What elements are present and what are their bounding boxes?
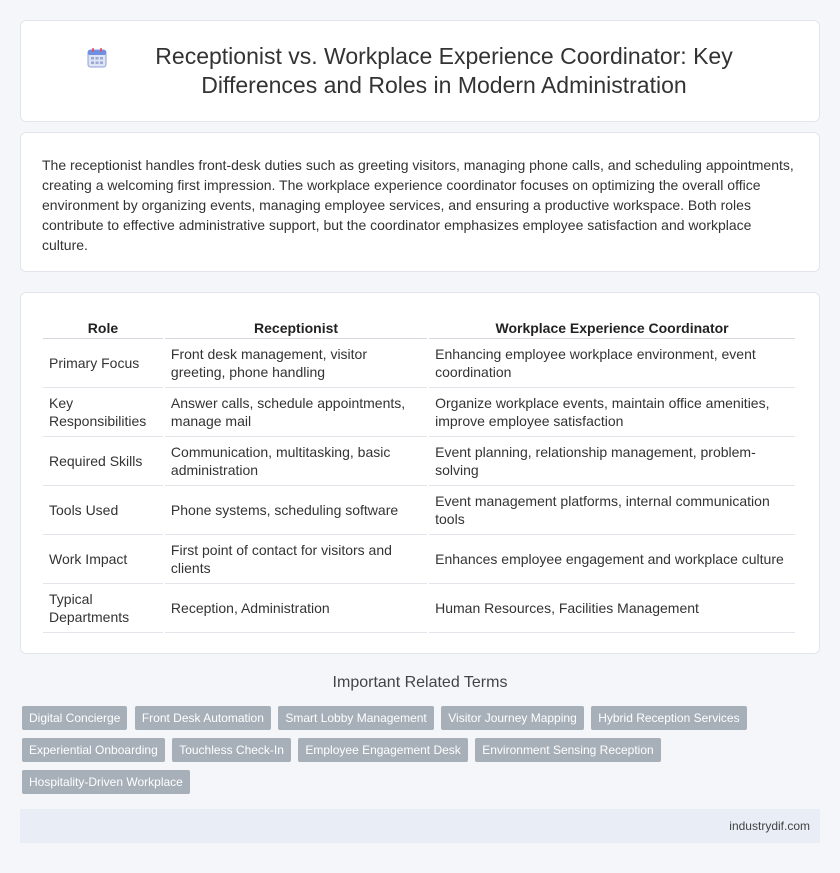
term-tag[interactable]: Experiential Onboarding	[22, 738, 165, 762]
row-label: Tools Used	[43, 486, 163, 535]
term-tag[interactable]: Environment Sensing Reception	[475, 738, 660, 762]
header-role: Role	[43, 315, 163, 339]
receptionist-cell: Phone systems, scheduling software	[165, 486, 427, 535]
term-tag[interactable]: Employee Engagement Desk	[298, 738, 467, 762]
row-label: Primary Focus	[43, 339, 163, 388]
comparison-table-card	[20, 292, 820, 654]
coordinator-cell: Event management platforms, internal communication tools	[429, 486, 795, 535]
receptionist-cell: First point of contact for visitors and clients	[165, 535, 427, 584]
intro-card	[20, 132, 820, 272]
receptionist-cell: Communication, multitasking, basic administration	[165, 437, 427, 486]
page-title: Receptionist vs. Workplace Experience Coordinator: Key Differences and Roles in Modern Administration	[155, 43, 733, 98]
table-row	[43, 437, 795, 486]
row-label: Required Skills	[43, 437, 163, 486]
term-tag[interactable]: Front Desk Automation	[135, 706, 271, 730]
header-receptionist: Receptionist	[165, 315, 427, 339]
coordinator-cell: Enhances employee engagement and workplace culture	[429, 535, 795, 584]
comparison-table	[41, 315, 797, 633]
receptionist-cell: Front desk management, visitor greeting, phone handling	[165, 339, 427, 388]
table-row	[43, 584, 795, 633]
intro-text: The receptionist handles front-desk duties such as greeting visitors, managing phone calls, and scheduling appointments, creating a welcoming first impression. The workplace experience coordinator focuses on optimizing the overall office environment by organizing events, managing employee services, and ensuring a productive workspace. Both roles contribute to effective administrative support, but the coordinator emphasizes employee satisfaction and workplace culture.	[42, 157, 794, 253]
coordinator-cell: Organize workplace events, maintain office amenities, improve employee satisfaction	[429, 388, 795, 437]
row-label: Work Impact	[43, 535, 163, 584]
term-tag[interactable]: Digital Concierge	[22, 706, 127, 730]
table-row	[43, 388, 795, 437]
footer-site[interactable]: industrydif.com	[729, 819, 810, 833]
term-tag[interactable]: Hybrid Reception Services	[591, 706, 746, 730]
term-tag[interactable]: Visitor Journey Mapping	[441, 706, 584, 730]
table-row	[43, 339, 795, 388]
header-coordinator: Workplace Experience Coordinator	[429, 315, 795, 339]
receptionist-cell: Answer calls, schedule appointments, manage mail	[165, 388, 427, 437]
table-row	[43, 486, 795, 535]
coordinator-cell: Human Resources, Facilities Management	[429, 584, 795, 633]
row-label: Key Responsibilities	[43, 388, 163, 437]
table-row	[43, 535, 795, 584]
coordinator-cell: Enhancing employee workplace environment, event coordination	[429, 339, 795, 388]
receptionist-cell: Reception, Administration	[165, 584, 427, 633]
footer	[20, 809, 820, 843]
table-header-row	[43, 315, 795, 339]
term-tag[interactable]: Touchless Check-In	[172, 738, 291, 762]
calendar-icon	[86, 47, 108, 69]
term-tag[interactable]: Hospitality-Driven Workplace	[22, 770, 190, 794]
term-tag[interactable]: Smart Lobby Management	[278, 706, 433, 730]
title-card	[20, 20, 820, 122]
title-wrap	[86, 42, 754, 100]
coordinator-cell: Event planning, relationship management, problem-solving	[429, 437, 795, 486]
related-terms-heading: Important Related Terms	[332, 674, 508, 691]
related-terms-list	[22, 706, 822, 802]
row-label: Typical Departments	[43, 584, 163, 633]
